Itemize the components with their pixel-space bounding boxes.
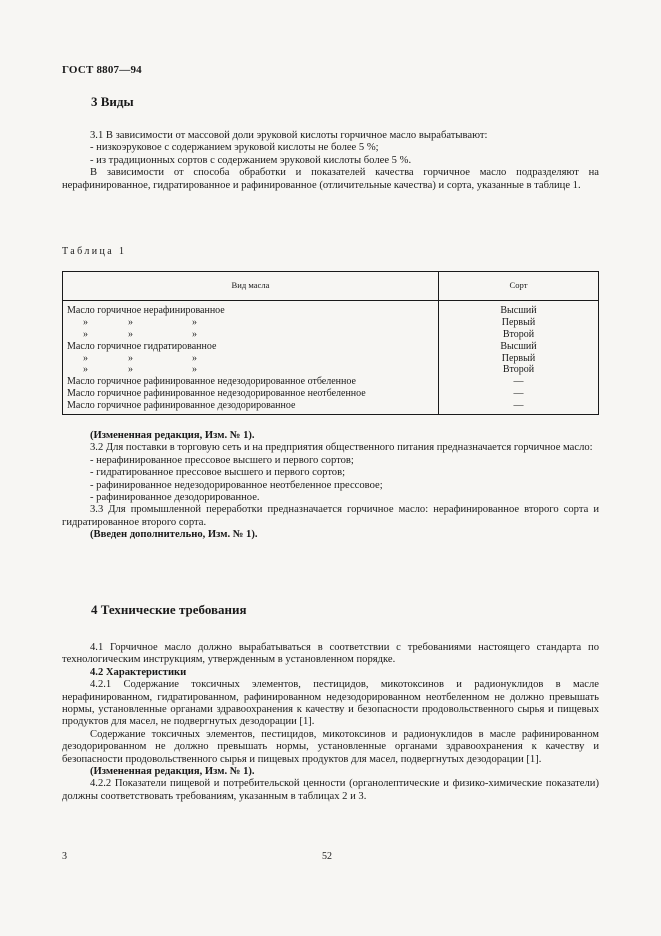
list-item: - гидратированное прессовое высшего и первого сортов; xyxy=(90,467,346,479)
paragraph-3-1-continued: В зависимости от способа обработки и показателей качества горчичное масло подразделяют на нерафинированное, гидратированное и рафинированное (отличительные качества) и сорта, указанные в таблице 1. xyxy=(62,167,599,191)
table-row-name: Масло горчичное рафинированное дезодорированное xyxy=(67,400,296,412)
table-row-grade: Первый xyxy=(501,352,536,364)
table-row-grade: Высший xyxy=(500,340,537,352)
section-4-body xyxy=(62,642,599,803)
edit-note: (Измененная редакция, Изм. № 1). xyxy=(90,766,255,778)
table-row-ditto: » » » xyxy=(83,364,197,376)
table-1-caption: Таблица 1 xyxy=(62,246,127,257)
subsection-4-2-title: 4.2 Характеристики xyxy=(90,666,187,678)
paragraph-3-2: 3.2 Для поставки в торговую сеть и на предприятия общественного питания предназначается горчичное масло: xyxy=(90,442,593,454)
table-body-row xyxy=(63,301,599,415)
page-number-center: 52 xyxy=(322,851,332,862)
table-row-name: Масло горчичное рафинированное недезодорированное неотбеленное xyxy=(67,388,366,400)
table-row-ditto: » » » xyxy=(83,316,197,328)
list-item: - рафинированное дезодорированное. xyxy=(90,492,260,504)
grade-cell xyxy=(439,301,599,415)
section-3-title: 3 Виды xyxy=(91,94,134,109)
section-3-body xyxy=(62,130,599,192)
section-4-title: 4 Технические требования xyxy=(91,602,247,617)
table-row-grade: Первый xyxy=(501,316,536,328)
list-item: - нерафинированное прессовое высшего и первого сортов; xyxy=(90,454,354,466)
table-row-name: Масло горчичное нерафинированное xyxy=(67,305,225,316)
table-row-name: Масло горчичное гидратированное xyxy=(67,340,217,352)
table-row-ditto: » » » xyxy=(83,328,197,340)
column-header-grade: Сорт xyxy=(439,272,599,301)
paragraph-3-3: 3.3 Для промышленной переработки предназначается горчичное масло: нерафинированное второго сорта и гидратированное второго сорта. xyxy=(62,504,599,528)
edit-note: (Измененная редакция, Изм. № 1). xyxy=(90,430,255,441)
oil-type-cell xyxy=(63,301,439,415)
list-item: - низкоэруковое с содержанием эруковой кислоты не более 5 %; xyxy=(90,142,379,154)
list-item: - из традиционных сортов с содержанием эруковой кислоты более 5 %. xyxy=(90,154,412,166)
table-row-ditto: » » » xyxy=(83,352,197,364)
added-note: (Введен дополнительно, Изм. № 1). xyxy=(90,529,258,541)
section-3-continued xyxy=(62,430,599,542)
table-row-grade: — xyxy=(513,400,524,412)
paragraph-4-2-2: 4.2.2 Показатели пищевой и потребительской ценности (органолептические и физико-химические показатели) должны соответствовать требованиям, указанным в таблицах 2 и 3. xyxy=(62,778,599,802)
table-1 xyxy=(62,271,599,415)
table-row-grade: Второй xyxy=(502,364,535,376)
document-code: ГОСТ 8807—94 xyxy=(62,64,142,76)
list-item: - рафинированное недезодорированное неотбеленное прессовое; xyxy=(90,479,383,491)
paragraph-4-1: 4.1 Горчичное масло должно вырабатываться в соответствии с требованиями настоящего стандарта по технологическим инструкциям, утвержденным в установленном порядке. xyxy=(62,642,599,666)
page-number-left: 3 xyxy=(62,851,67,862)
table-row-name: Масло горчичное рафинированное недезодорированное отбеленное xyxy=(67,376,356,388)
table-header-row xyxy=(63,272,599,301)
paragraph-4-2-1: 4.2.1 Содержание токсичных элементов, пестицидов, микотоксинов и радионуклидов в масле нерафинированном, гидратированном, рафинированном недезодорированном неотбеленном не должно превышать нормы, установленные органами здравоохранения к качеству и безопасности продовольственного сырья и пищевых продуктов для масел, не подвергнутых дезодорации [1]. xyxy=(62,679,599,728)
table-row-grade: — xyxy=(513,376,524,388)
paragraph-3-1: 3.1 В зависимости от массовой доли эруковой кислоты горчичное масло вырабатывают: xyxy=(90,130,488,141)
table-row-grade: Второй xyxy=(502,328,535,340)
paragraph-4-2-1-continued: Содержание токсичных элементов, пестицидов, микотоксинов и радионуклидов в масле рафинированном дезодорированном не должно превышать нормы, установленные органами здравоохранения к качеству и безопасности продовольственного сырья и пищевых продуктов для масел, подвергнутых дезодорации [1]. xyxy=(62,728,599,765)
table-row-grade: Высший xyxy=(500,305,537,316)
table-row-grade: — xyxy=(513,388,524,400)
column-header-oil-type: Вид масла xyxy=(63,272,439,301)
